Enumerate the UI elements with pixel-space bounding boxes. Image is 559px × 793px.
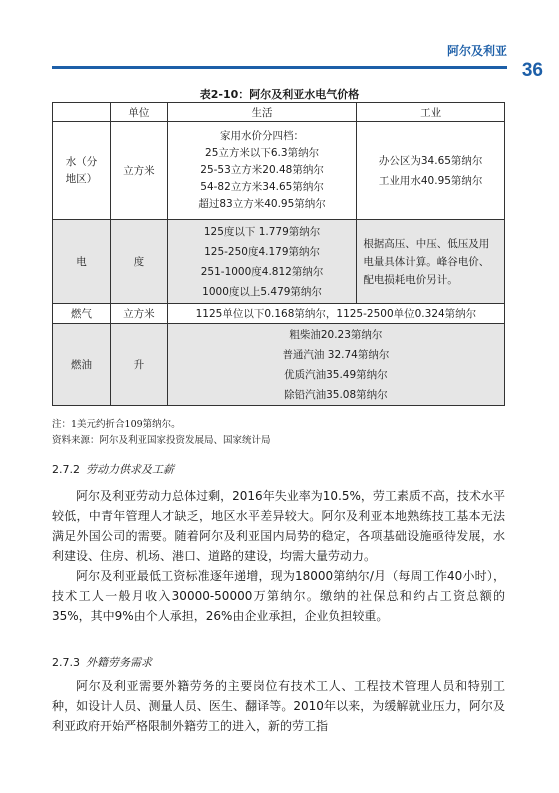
note-exchange-rate: 注：1美元约折合109第纳尔。	[52, 419, 181, 430]
note-source: 资料来源：阿尔及利亚国家投资发展局、国家统计局	[52, 435, 271, 446]
paragraph: 阿尔及利亚劳动力总体过剩，2016年失业率为10.5%，劳工素质不高，技术水平较低，中青年管理人才缺乏，地区水平差异较大。阿尔及利亚本地熟练技工基本无法满足外国公司的需要。随着阿尔及利亚国内局势的稳定，各项基础设施亟待发展，水利建设、住房、机场、港口、道路的建设，均需大量劳动力。	[52, 489, 505, 563]
unit-gas: 立方米	[110, 304, 167, 324]
unit-fuel: 升	[110, 324, 167, 406]
industry-water-line: 工业用水40.95第纳尔	[378, 174, 483, 187]
section-heading-2-7-2	[52, 461, 174, 477]
section-heading-2-7-3	[52, 654, 152, 670]
life-electricity-line: 125-250度4.179第纳尔	[204, 245, 321, 258]
industry-water-line: 办公区为34.65第纳尔	[378, 154, 483, 167]
table-row-gas	[53, 304, 505, 324]
row-name-electricity: 电	[53, 220, 111, 304]
price-table	[52, 102, 505, 406]
header-cell-life: 生活	[167, 103, 357, 122]
section-title: 外籍劳务需求	[86, 656, 152, 669]
life-electricity-line: 1000度以上5.479第纳尔	[202, 285, 322, 298]
life-water-line: 超过83立方米40.95第纳尔	[198, 198, 326, 210]
price-gas: 1125单位以下0.168第纳尔，1125-2500单位0.324第纳尔	[167, 304, 504, 324]
section-body-2-7-3	[52, 676, 505, 736]
life-water-line: 54-82立方米34.65第纳尔	[200, 181, 324, 193]
life-electricity-line: 251-1000度4.812第纳尔	[200, 265, 324, 278]
table-row-fuel	[53, 324, 505, 406]
life-water-line: 25立方米以下6.3第纳尔	[205, 147, 320, 159]
row-name-gas: 燃气	[53, 304, 111, 324]
fuel-price-line: 粗柴油20.23第纳尔	[289, 328, 383, 341]
unit-water: 立方米	[110, 122, 167, 220]
header-cell-unit: 单位	[110, 103, 167, 122]
row-name-fuel: 燃油	[53, 324, 111, 406]
page-number: 36	[521, 60, 543, 81]
table-row-electricity	[53, 220, 505, 304]
table-title: 表2-10：阿尔及利亚水电气价格	[199, 88, 360, 101]
section-title: 劳动力供求及工薪	[86, 463, 174, 476]
table-notes	[52, 417, 271, 449]
section-number: 2.7.2	[52, 463, 80, 476]
life-electricity-line: 125度以下 1.779第纳尔	[203, 225, 321, 238]
header-cell-empty	[53, 103, 111, 122]
life-water-line: 家用水价分四档：	[220, 130, 305, 142]
life-water	[167, 122, 357, 220]
life-water-line: 25-53立方米20.48第纳尔	[200, 164, 324, 176]
paragraph: 阿尔及利亚需要外籍劳务的主要岗位有技术工人、工程技术管理人员和特别工种，如设计人员、测量人员、医生、翻译等。2010年以来，为缓解就业压力，阿尔及利亚政府开始严格限制外籍劳工的进入，新的劳工指	[52, 679, 505, 733]
section-number: 2.7.3	[52, 656, 80, 669]
header-rule	[52, 66, 507, 69]
life-electricity	[167, 220, 357, 304]
table-header-row	[53, 103, 505, 122]
fuel-price-line: 优质汽油35.49第纳尔	[284, 368, 388, 381]
section-body-2-7-2	[52, 486, 505, 626]
unit-electricity: 度	[110, 220, 167, 304]
running-header-title: 阿尔及利亚	[446, 44, 507, 58]
industry-water	[357, 122, 505, 220]
fuel-price-line: 除铅汽油35.08第纳尔	[284, 388, 388, 401]
header-cell-industry: 工业	[357, 103, 505, 122]
paragraph: 阿尔及利亚最低工资标准逐年递增，现为18000第纳尔/月（每周工作40小时），技术工人一般月收入30000-50000万第纳尔。缴纳的社保总和约占工资总额的35%，其中9%由个人承担，26%由企业承担，企业负担较重。	[52, 569, 505, 623]
row-name-water: 水（分地区）	[53, 122, 111, 220]
industry-electricity: 根据高压、中压、低压及用电量具体计算。峰谷电价、配电损耗电价另计。	[357, 220, 505, 304]
prices-fuel	[167, 324, 504, 406]
fuel-price-line: 普通汽油 32.74第纳尔	[282, 348, 390, 361]
table-row-water	[53, 122, 505, 220]
